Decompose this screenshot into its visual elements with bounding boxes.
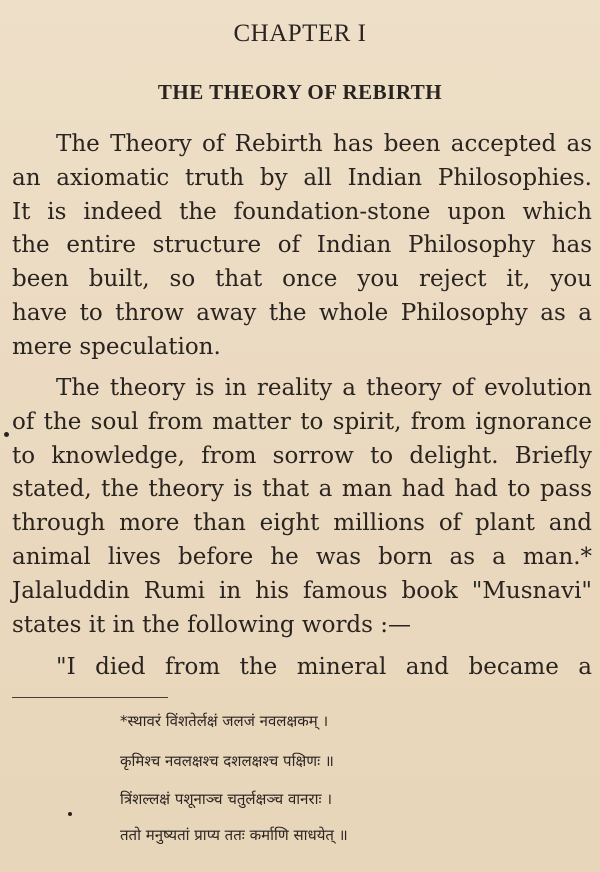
text-line: The Theory of Rebirth has been accepted as xyxy=(56,131,592,157)
ink-speck xyxy=(68,812,72,816)
text-line: through more than eight millions of plant and xyxy=(12,510,592,537)
text-line: "I died from the mineral and became a xyxy=(56,654,592,680)
text-line: an axiomatic truth by all Indian Philosophies. xyxy=(12,164,592,191)
chapter-title: THE THEORY OF REBIRTH xyxy=(157,80,443,104)
text-line: the entire structure of Indian Philosophy has xyxy=(12,232,592,259)
footnote-line: ततो मनुष्यतां प्राप्य ततः कर्माणि साधयेत् ॥ xyxy=(120,826,348,844)
text-line: of the soul from matter to spirit, from ignorance xyxy=(12,408,592,435)
paragraph-2 xyxy=(12,372,592,642)
text-line: to knowledge, from sorrow to delight. Briefly xyxy=(12,442,592,469)
footnote-line: कृमिश्च नवलक्षश्च दशलक्षश्च पक्षिणः ॥ xyxy=(120,752,334,770)
ink-speck xyxy=(4,432,9,437)
footnote-line: *स्थावरं विंशतेर्लक्षं जलजं नवलक्षकम् । xyxy=(120,712,329,730)
paragraph-1 xyxy=(12,128,592,365)
text-line: The theory is in reality a theory of evolution xyxy=(56,375,592,401)
chapter-heading: CHAPTER I xyxy=(233,20,367,47)
footnote-rule xyxy=(12,697,168,698)
text-line: mere speculation. xyxy=(12,333,221,360)
footnote-line: त्रिंशल्लक्षं पशूनाञ्च चतुर्लक्षञ्च वानराः । xyxy=(120,790,333,808)
text-line: states it in the following words :— xyxy=(12,611,412,638)
text-line: been built, so that once you reject it, you xyxy=(12,266,592,293)
text-line: stated, the theory is that a man had had to pass xyxy=(12,476,592,503)
text-line: It is indeed the foundation-stone upon which xyxy=(12,198,592,225)
text-line: animal lives before he was born as a man.* xyxy=(12,543,592,570)
paragraph-3 xyxy=(12,651,592,685)
text-line: Jalaluddin Rumi in his famous book "Musnavi" xyxy=(12,577,592,604)
text-line: have to throw away the whole Philosophy as a xyxy=(12,299,592,326)
